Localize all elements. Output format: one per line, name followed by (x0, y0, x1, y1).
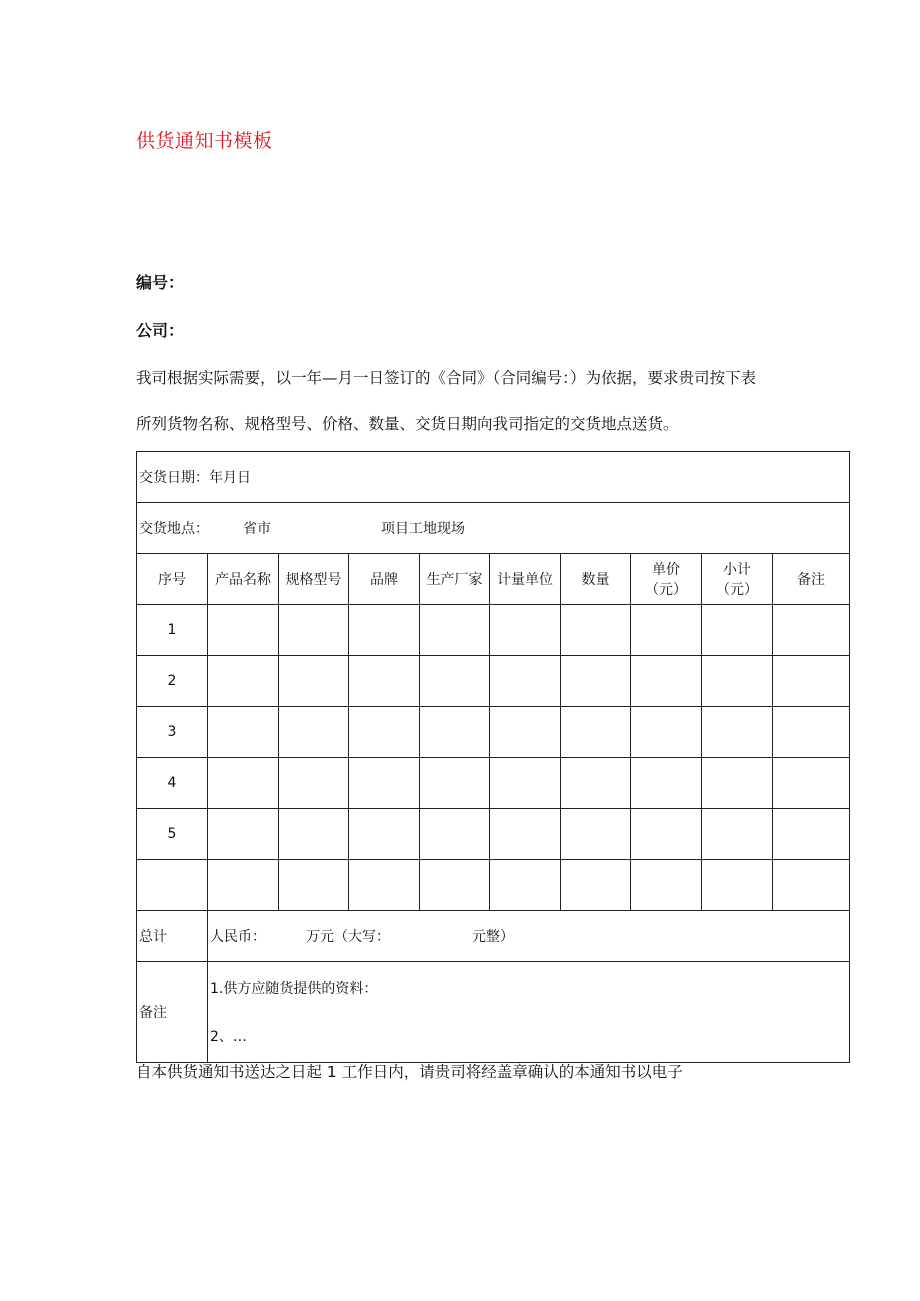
delivery-date-row (137, 452, 850, 503)
table-row (137, 758, 850, 809)
cell-maker[interactable] (420, 605, 490, 656)
col-spec: 规格型号 (279, 554, 349, 605)
cell-price[interactable] (631, 707, 702, 758)
cell-unit[interactable] (490, 860, 561, 911)
total-amount (208, 911, 850, 962)
cell-remark[interactable] (773, 707, 850, 758)
cell-brand[interactable] (349, 656, 420, 707)
col-seq: 序号 (137, 554, 208, 605)
cell-remark[interactable] (773, 860, 850, 911)
table-row (137, 605, 850, 656)
remarks-label: 备注 (137, 962, 208, 1063)
cell-brand[interactable] (349, 605, 420, 656)
cell-unit[interactable] (490, 656, 561, 707)
cell-brand[interactable] (349, 809, 420, 860)
total-rmb: 人民币： (210, 929, 266, 945)
cell-unit[interactable] (490, 707, 561, 758)
delivery-date: 交货日期：年月日 (137, 452, 850, 503)
remarks-content (208, 962, 850, 1063)
cell-subtotal[interactable] (702, 758, 773, 809)
cell-spec[interactable] (279, 605, 349, 656)
delivery-place-row (137, 503, 850, 554)
delivery-place-site: 项目工地现场 (381, 521, 465, 537)
cell-maker[interactable] (420, 860, 490, 911)
cell-price[interactable] (631, 860, 702, 911)
cell-qty[interactable] (561, 707, 631, 758)
cell-subtotal[interactable] (702, 656, 773, 707)
total-wan: 万元（大写： (306, 929, 390, 945)
row-seq: 2 (137, 656, 208, 707)
col-price-line1: 单价 (652, 562, 680, 578)
cell-maker[interactable] (420, 656, 490, 707)
cell-product[interactable] (208, 707, 279, 758)
cell-brand[interactable] (349, 758, 420, 809)
cell-brand[interactable] (349, 707, 420, 758)
row-seq: 1 (137, 605, 208, 656)
table-row (137, 860, 850, 911)
cell-subtotal[interactable] (702, 707, 773, 758)
cell-brand[interactable] (349, 860, 420, 911)
cell-spec[interactable] (279, 656, 349, 707)
col-subtotal-line1: 小计 (723, 562, 751, 578)
col-price (631, 554, 702, 605)
col-maker: 生产厂家 (420, 554, 490, 605)
cell-remark[interactable] (773, 605, 850, 656)
cell-maker[interactable] (420, 707, 490, 758)
col-remark: 备注 (773, 554, 850, 605)
header-row (137, 554, 850, 605)
cell-subtotal[interactable] (702, 860, 773, 911)
total-end: 元整） (472, 929, 514, 945)
cell-qty[interactable] (561, 605, 631, 656)
row-seq: 3 (137, 707, 208, 758)
intro-line-2: 所列货物名称、规格型号、价格、数量、交货日期向我司指定的交货地点送货。 (136, 415, 679, 433)
cell-qty[interactable] (561, 758, 631, 809)
col-product: 产品名称 (208, 554, 279, 605)
company-label: 公司： (136, 321, 185, 340)
col-brand: 品牌 (349, 554, 420, 605)
intro-line-1: 我司根据实际需要，以一年—月一日签订的《合同》（合同编号：）为依据，要求贵司按下表 (136, 369, 757, 387)
table-row (137, 809, 850, 860)
row-seq: 4 (137, 758, 208, 809)
row-seq: 5 (137, 809, 208, 860)
total-label: 总计 (137, 911, 208, 962)
row-seq (137, 860, 208, 911)
remarks-line-1: 1.供方应随货提供的资料： (210, 981, 378, 997)
cell-unit[interactable] (490, 809, 561, 860)
footer-line-1: 自本供货通知书送达之日起 1 工作日内，请贵司将经盖章确认的本通知书以电子 (136, 1063, 683, 1081)
col-qty: 数量 (561, 554, 631, 605)
col-unit: 计量单位 (490, 554, 561, 605)
remarks-row (137, 962, 850, 1063)
page-title: 供货通知书模板 (136, 130, 273, 152)
cell-maker[interactable] (420, 758, 490, 809)
delivery-place-province: 省市 (243, 521, 271, 537)
delivery-place (137, 503, 850, 554)
cell-subtotal[interactable] (702, 605, 773, 656)
col-subtotal (702, 554, 773, 605)
cell-remark[interactable] (773, 809, 850, 860)
table-row (137, 707, 850, 758)
col-subtotal-line2: （元） (716, 582, 758, 598)
cell-price[interactable] (631, 758, 702, 809)
cell-product[interactable] (208, 860, 279, 911)
cell-remark[interactable] (773, 758, 850, 809)
cell-product[interactable] (208, 758, 279, 809)
col-price-line2: （元） (645, 582, 687, 598)
cell-product[interactable] (208, 656, 279, 707)
cell-qty[interactable] (561, 656, 631, 707)
cell-price[interactable] (631, 809, 702, 860)
cell-product[interactable] (208, 809, 279, 860)
cell-maker[interactable] (420, 809, 490, 860)
supply-table (136, 451, 850, 1063)
remarks-line-2: 2、… (210, 1029, 247, 1045)
cell-spec[interactable] (279, 758, 349, 809)
number-label: 编号： (136, 273, 185, 292)
cell-qty[interactable] (561, 809, 631, 860)
cell-price[interactable] (631, 656, 702, 707)
cell-qty[interactable] (561, 860, 631, 911)
total-row (137, 911, 850, 962)
table-row (137, 656, 850, 707)
cell-spec[interactable] (279, 860, 349, 911)
delivery-place-label: 交货地点： (139, 521, 209, 537)
cell-product[interactable] (208, 605, 279, 656)
cell-unit[interactable] (490, 605, 561, 656)
cell-spec[interactable] (279, 707, 349, 758)
cell-subtotal[interactable] (702, 809, 773, 860)
cell-spec[interactable] (279, 809, 349, 860)
cell-price[interactable] (631, 605, 702, 656)
cell-remark[interactable] (773, 656, 850, 707)
cell-unit[interactable] (490, 758, 561, 809)
